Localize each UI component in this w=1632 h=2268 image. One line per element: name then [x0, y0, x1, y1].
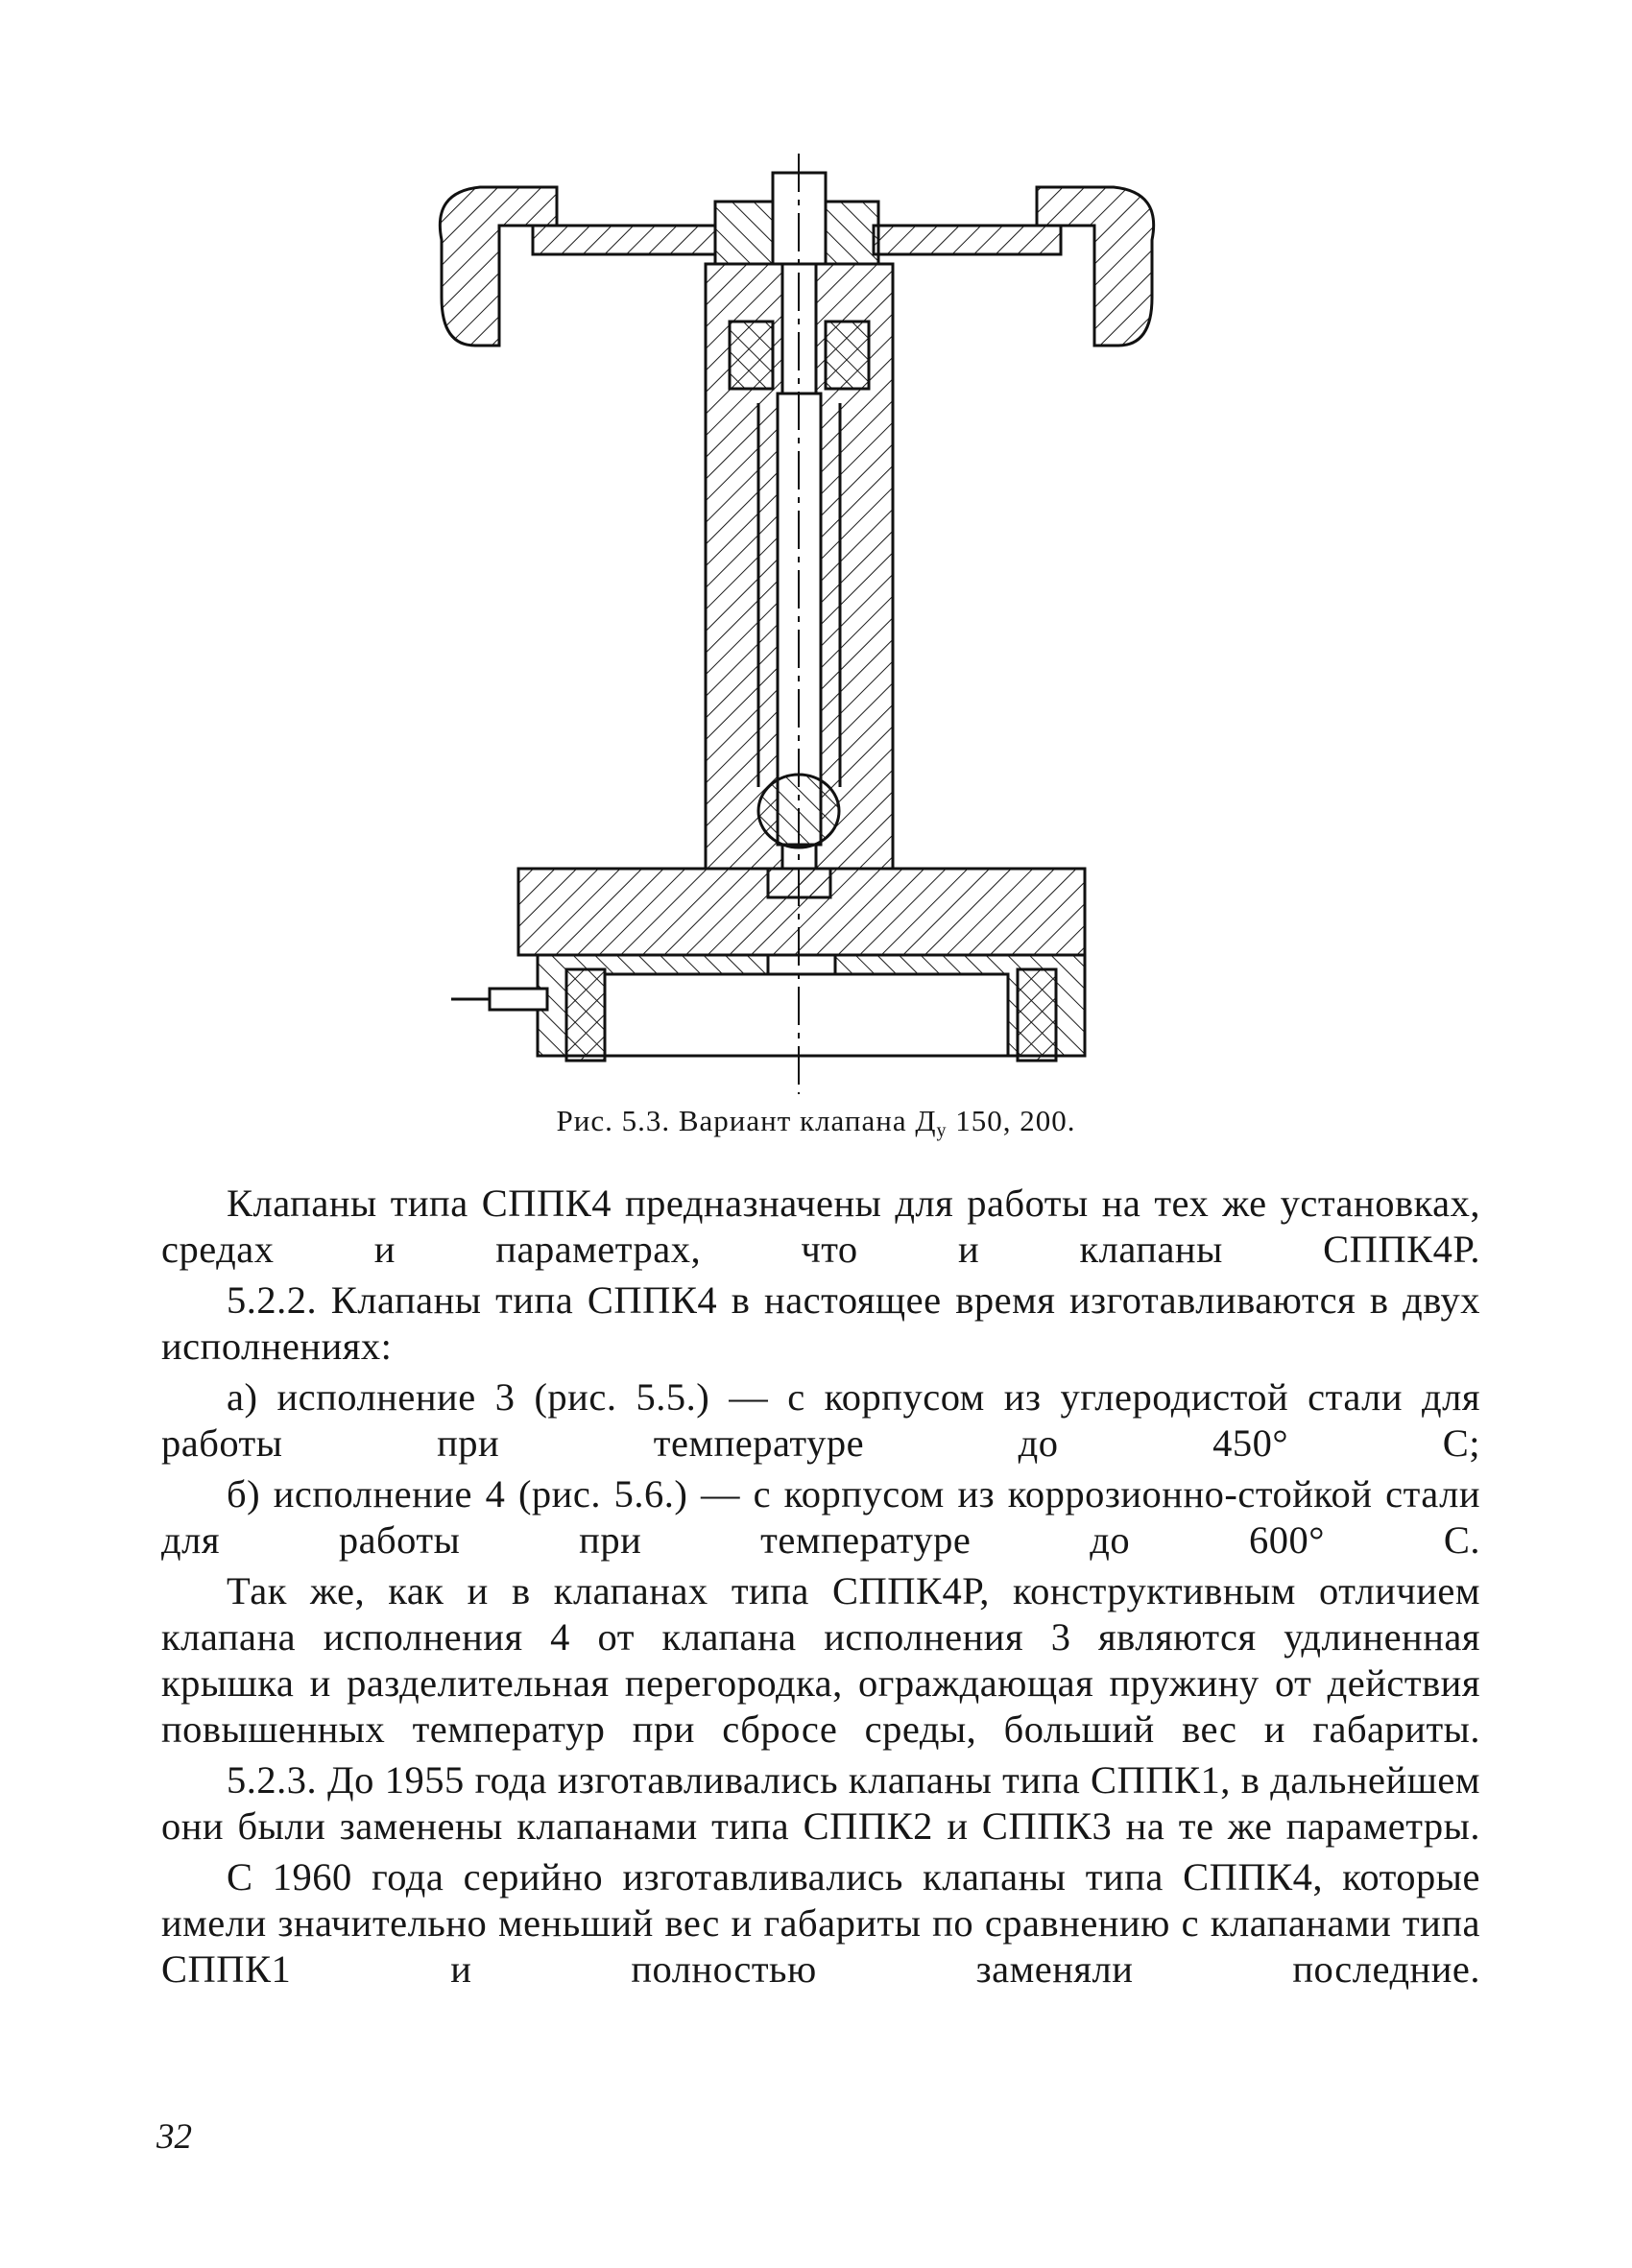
caption-suffix: 150, 200. [947, 1104, 1076, 1137]
seat-bore [605, 974, 1008, 1056]
bearing-left [730, 322, 773, 389]
figure-caption [0, 1104, 1632, 1142]
page-number: 32 [156, 2117, 192, 2157]
sleeve-left [566, 969, 605, 1061]
handwheel-rim-left [533, 226, 715, 254]
handwheel-left [440, 187, 557, 346]
paragraph: б) исполнение 4 (рис. 5.6.) — с корпусом из коррозионно-стойкой стали для работы при температуре до 600° С. [161, 1472, 1480, 1562]
paragraph: 5.2.3. До 1955 года изготавливались клапаны типа СППК1, в дальнейшем они были заменены клапанами типа СППК2 и СППК3 на те же параметры. [161, 1758, 1480, 1848]
set-screw [490, 989, 547, 1010]
paragraph: а) исполнение 3 (рис. 5.5.) — с корпусом из углеродистой стали для работы при температуре до 450° С; [161, 1375, 1480, 1465]
body-text [161, 1181, 1480, 1997]
handwheel-rim-right [874, 226, 1061, 254]
sleeve-right [1018, 969, 1056, 1061]
paragraph: Так же, как и в клапанах типа СППК4Р, конструктивным отличием клапана исполнения 4 от клапана исполнения 3 являются удлиненная крышка и разделительная перегородка, ограждающая пружину от действия повышенных температур при сбросе среды, больший вес и габариты. [161, 1569, 1480, 1751]
bearing-right [826, 322, 869, 389]
handwheel-right [1037, 187, 1154, 346]
valve-section-drawing [422, 154, 1171, 1094]
paragraph: Клапаны типа СППК4 предназначены для работы на тех же установках, средах и параметрах, что и клапаны СППК4Р. [161, 1182, 1480, 1271]
paragraph: 5.2.2. Клапаны типа СППК4 в настоящее время изготавливаются в двух исполнениях: [161, 1278, 1480, 1368]
paragraph: С 1960 года серийно изготавливались клапаны типа СППК4, которые имели значительно меньший вес и габариты по сравнению с клапанами типа СППК1 и полностью заменяли последние. [161, 1855, 1480, 1991]
caption-subscript: у [936, 1120, 948, 1141]
caption-prefix: Рис. 5.3. Вариант клапана Д [556, 1104, 937, 1137]
flange [518, 869, 1085, 955]
